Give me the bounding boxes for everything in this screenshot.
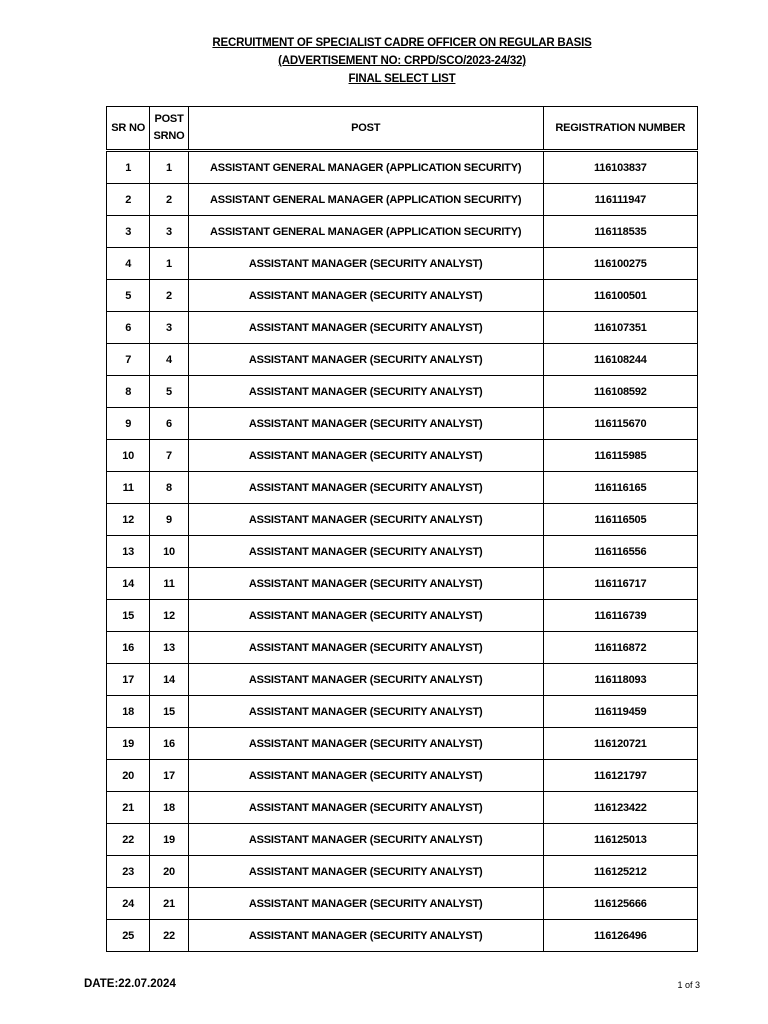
cell-post: ASSISTANT MANAGER (SECURITY ANALYST) [188, 440, 543, 472]
page-number: 1 of 3 [677, 980, 700, 990]
cell-post: ASSISTANT MANAGER (SECURITY ANALYST) [188, 632, 543, 664]
final-select-list-table [106, 106, 698, 952]
cell-sr-no: 11 [107, 472, 150, 504]
cell-post-sr-no: 14 [150, 664, 188, 696]
table-row [107, 504, 698, 536]
table-row [107, 728, 698, 760]
cell-registration-number: 116115670 [543, 408, 697, 440]
cell-post-sr-no: 21 [150, 888, 188, 920]
cell-registration-number: 116115985 [543, 440, 697, 472]
cell-sr-no: 12 [107, 504, 150, 536]
cell-registration-number: 116116872 [543, 632, 697, 664]
cell-registration-number: 116121797 [543, 760, 697, 792]
table-row [107, 472, 698, 504]
cell-sr-no: 7 [107, 344, 150, 376]
header-post: POST [188, 107, 543, 151]
cell-post: ASSISTANT MANAGER (SECURITY ANALYST) [188, 760, 543, 792]
cell-sr-no: 20 [107, 760, 150, 792]
header-post-sr-no [150, 107, 188, 151]
cell-post-sr-no: 20 [150, 856, 188, 888]
cell-post-sr-no: 12 [150, 600, 188, 632]
table-body [107, 151, 698, 952]
cell-registration-number: 116100501 [543, 280, 697, 312]
cell-post: ASSISTANT MANAGER (SECURITY ANALYST) [188, 344, 543, 376]
cell-sr-no: 15 [107, 600, 150, 632]
cell-post-sr-no: 1 [150, 151, 188, 184]
cell-registration-number: 116108244 [543, 344, 697, 376]
cell-registration-number: 116103837 [543, 151, 697, 184]
cell-post: ASSISTANT MANAGER (SECURITY ANALYST) [188, 792, 543, 824]
cell-post-sr-no: 2 [150, 184, 188, 216]
table-row [107, 312, 698, 344]
table-row [107, 216, 698, 248]
cell-registration-number: 116119459 [543, 696, 697, 728]
cell-registration-number: 116108592 [543, 376, 697, 408]
cell-registration-number: 116116165 [543, 472, 697, 504]
cell-sr-no: 24 [107, 888, 150, 920]
cell-registration-number: 116116505 [543, 504, 697, 536]
cell-post-sr-no: 16 [150, 728, 188, 760]
cell-registration-number: 116111947 [543, 184, 697, 216]
table-row [107, 344, 698, 376]
cell-post: ASSISTANT MANAGER (SECURITY ANALYST) [188, 504, 543, 536]
table-row [107, 920, 698, 952]
cell-post-sr-no: 3 [150, 216, 188, 248]
cell-sr-no: 22 [107, 824, 150, 856]
table-row [107, 888, 698, 920]
cell-registration-number: 116107351 [543, 312, 697, 344]
cell-sr-no: 1 [107, 151, 150, 184]
cell-post: ASSISTANT MANAGER (SECURITY ANALYST) [188, 536, 543, 568]
cell-sr-no: 23 [107, 856, 150, 888]
cell-post-sr-no: 17 [150, 760, 188, 792]
document-title: RECRUITMENT OF SPECIALIST CADRE OFFICER ON REGULAR BASIS [212, 37, 592, 49]
cell-post-sr-no: 7 [150, 440, 188, 472]
table-row [107, 600, 698, 632]
cell-post: ASSISTANT MANAGER (SECURITY ANALYST) [188, 568, 543, 600]
table-row [107, 376, 698, 408]
table-row [107, 696, 698, 728]
cell-registration-number: 116120721 [543, 728, 697, 760]
cell-post-sr-no: 6 [150, 408, 188, 440]
document-header [0, 34, 768, 88]
list-title: FINAL SELECT LIST [348, 73, 456, 85]
footer-date: DATE:22.07.2024 [84, 978, 176, 990]
header-registration-number: REGISTRATION NUMBER [543, 107, 697, 151]
cell-post: ASSISTANT MANAGER (SECURITY ANALYST) [188, 376, 543, 408]
cell-registration-number: 116126496 [543, 920, 697, 952]
cell-sr-no: 6 [107, 312, 150, 344]
table-row [107, 440, 698, 472]
cell-post-sr-no: 8 [150, 472, 188, 504]
cell-post: ASSISTANT MANAGER (SECURITY ANALYST) [188, 280, 543, 312]
cell-registration-number: 116125013 [543, 824, 697, 856]
cell-post: ASSISTANT MANAGER (SECURITY ANALYST) [188, 664, 543, 696]
cell-post-sr-no: 22 [150, 920, 188, 952]
cell-sr-no: 19 [107, 728, 150, 760]
table-row [107, 824, 698, 856]
table-row [107, 664, 698, 696]
cell-post-sr-no: 4 [150, 344, 188, 376]
cell-post-sr-no: 15 [150, 696, 188, 728]
cell-registration-number: 116116556 [543, 536, 697, 568]
cell-post-sr-no: 3 [150, 312, 188, 344]
cell-sr-no: 9 [107, 408, 150, 440]
cell-sr-no: 2 [107, 184, 150, 216]
cell-post: ASSISTANT MANAGER (SECURITY ANALYST) [188, 248, 543, 280]
header-post-sr-no-line-2: SRNO [153, 130, 185, 142]
table-row [107, 280, 698, 312]
table-row [107, 632, 698, 664]
table-row [107, 760, 698, 792]
cell-registration-number: 116118535 [543, 216, 697, 248]
cell-sr-no: 8 [107, 376, 150, 408]
cell-post-sr-no: 5 [150, 376, 188, 408]
cell-sr-no: 16 [107, 632, 150, 664]
table-row [107, 568, 698, 600]
cell-post: ASSISTANT MANAGER (SECURITY ANALYST) [188, 728, 543, 760]
cell-post: ASSISTANT GENERAL MANAGER (APPLICATION SECURITY) [188, 184, 543, 216]
cell-registration-number: 116100275 [543, 248, 697, 280]
cell-post-sr-no: 10 [150, 536, 188, 568]
table-row [107, 184, 698, 216]
cell-sr-no: 17 [107, 664, 150, 696]
cell-post: ASSISTANT GENERAL MANAGER (APPLICATION SECURITY) [188, 151, 543, 184]
cell-registration-number: 116116739 [543, 600, 697, 632]
cell-post: ASSISTANT MANAGER (SECURITY ANALYST) [188, 696, 543, 728]
cell-post: ASSISTANT MANAGER (SECURITY ANALYST) [188, 920, 543, 952]
header-post-sr-no-line-1: POST [154, 113, 184, 125]
cell-post: ASSISTANT MANAGER (SECURITY ANALYST) [188, 408, 543, 440]
cell-post: ASSISTANT MANAGER (SECURITY ANALYST) [188, 856, 543, 888]
header-sr-no: SR NO [107, 107, 150, 151]
cell-sr-no: 3 [107, 216, 150, 248]
cell-registration-number: 116116717 [543, 568, 697, 600]
cell-sr-no: 21 [107, 792, 150, 824]
cell-sr-no: 5 [107, 280, 150, 312]
table-row [107, 248, 698, 280]
cell-post-sr-no: 13 [150, 632, 188, 664]
cell-sr-no: 10 [107, 440, 150, 472]
cell-post: ASSISTANT MANAGER (SECURITY ANALYST) [188, 472, 543, 504]
cell-post-sr-no: 1 [150, 248, 188, 280]
table-row [107, 792, 698, 824]
cell-post-sr-no: 18 [150, 792, 188, 824]
cell-post: ASSISTANT MANAGER (SECURITY ANALYST) [188, 888, 543, 920]
table-header [107, 107, 698, 151]
cell-post: ASSISTANT GENERAL MANAGER (APPLICATION SECURITY) [188, 216, 543, 248]
cell-sr-no: 4 [107, 248, 150, 280]
cell-registration-number: 116118093 [543, 664, 697, 696]
cell-post-sr-no: 9 [150, 504, 188, 536]
cell-sr-no: 18 [107, 696, 150, 728]
cell-post: ASSISTANT MANAGER (SECURITY ANALYST) [188, 600, 543, 632]
cell-post-sr-no: 2 [150, 280, 188, 312]
cell-post: ASSISTANT MANAGER (SECURITY ANALYST) [188, 824, 543, 856]
cell-post-sr-no: 11 [150, 568, 188, 600]
table-row [107, 856, 698, 888]
table-row [107, 536, 698, 568]
cell-registration-number: 116123422 [543, 792, 697, 824]
cell-sr-no: 14 [107, 568, 150, 600]
table-row [107, 151, 698, 184]
cell-registration-number: 116125212 [543, 856, 697, 888]
cell-sr-no: 25 [107, 920, 150, 952]
cell-sr-no: 13 [107, 536, 150, 568]
table-header-row [107, 107, 698, 151]
advertisement-number: (ADVERTISEMENT NO: CRPD/SCO/2023-24/32) [278, 55, 526, 67]
cell-registration-number: 116125666 [543, 888, 697, 920]
table-row [107, 408, 698, 440]
cell-post: ASSISTANT MANAGER (SECURITY ANALYST) [188, 312, 543, 344]
cell-post-sr-no: 19 [150, 824, 188, 856]
